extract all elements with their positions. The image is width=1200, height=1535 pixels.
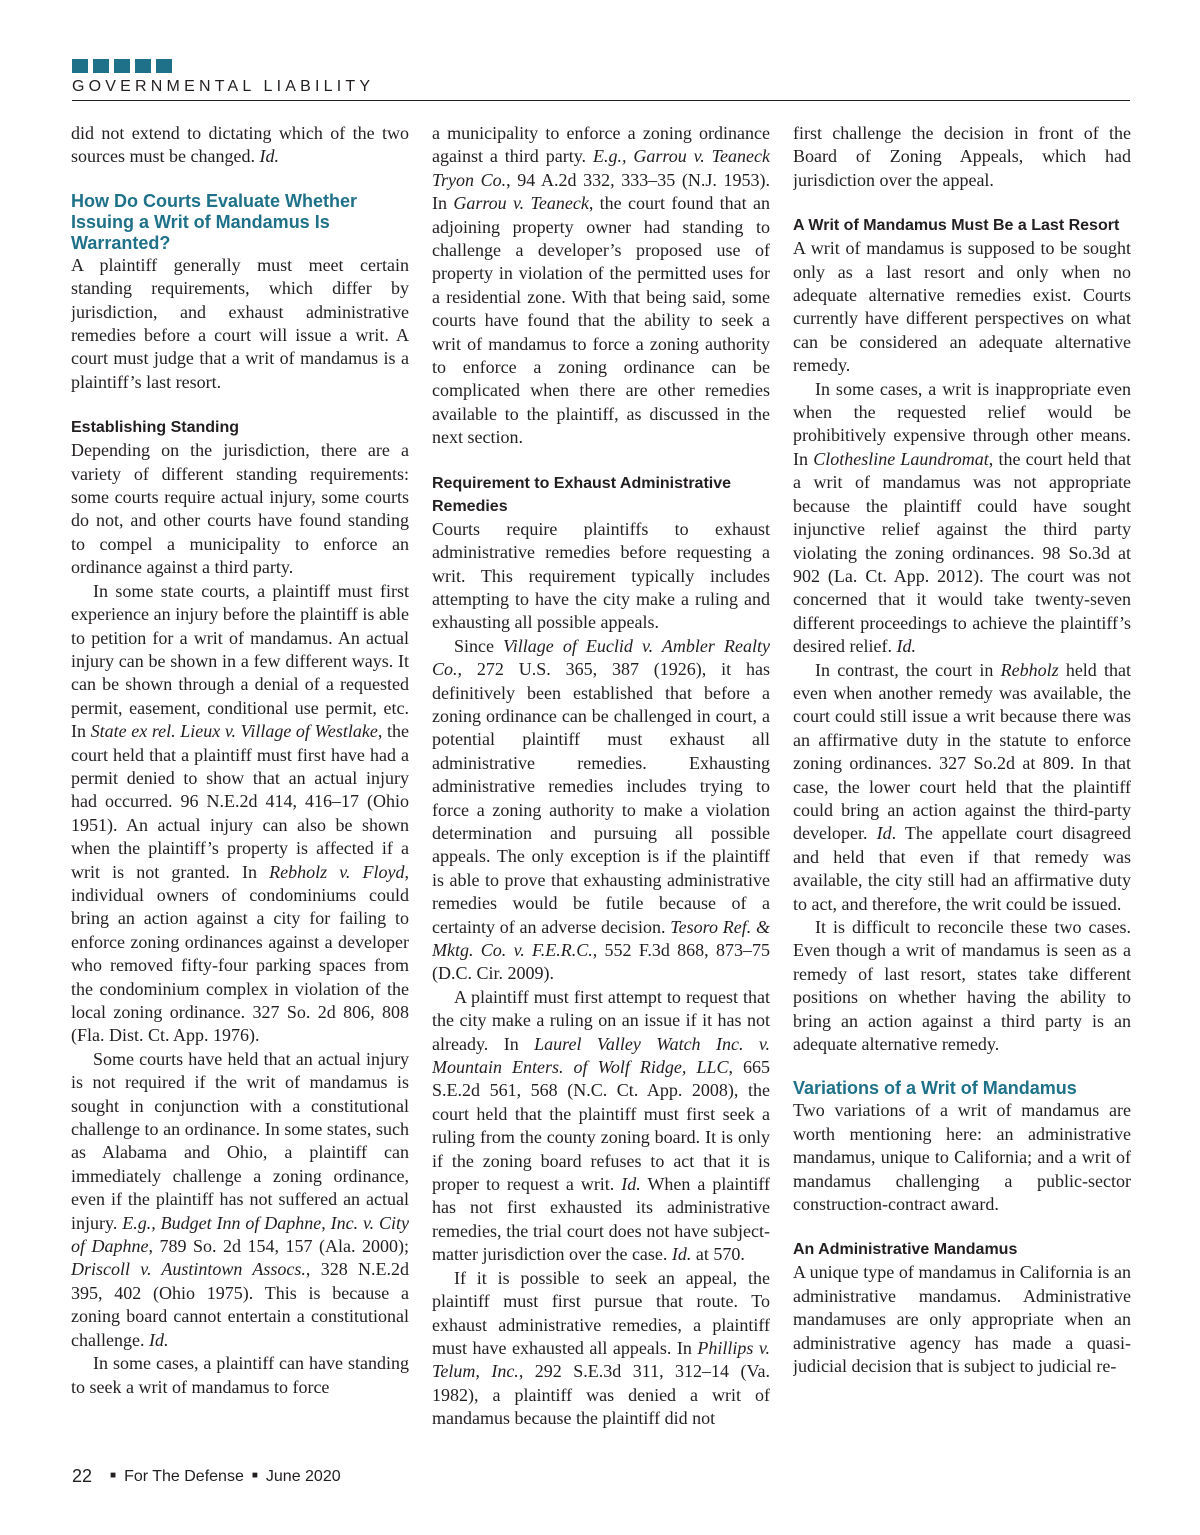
footer-separator: ■ xyxy=(251,1470,258,1481)
header-square xyxy=(72,59,88,73)
subheading: Variations of a Writ of Mandamus xyxy=(793,1078,1077,1099)
page-footer xyxy=(72,1466,341,1487)
paragraph: first challenge the decision in front of the Board of Zoning Appeals, which had jurisdiction over the appeal. xyxy=(793,123,1131,190)
paragraph: In some cases, a writ is inappropriate even when the requested relief would be prohibitively expensive through other means. In Clothesline Laundromat, the court held that a writ of mandamus was not appropriate because the plaintiff could have sought injunctive relief against the third party violating the zoning ordinances. 98 So.3d at 902 (La. Ct. App. 2012). The court was not concerned that it would take twenty-seven different proceedings to achieve the plaintiff’s desired relief. Id. xyxy=(793,378,1131,657)
paragraph: In some cases, a plaintiff can have standing to seek a writ of mandamus to force xyxy=(71,1353,409,1397)
header-square xyxy=(114,59,130,73)
paragraph: Some courts have held that an actual injury is not required if the writ of mandamus is sought in conjunction with a constitutional challenge to an ordinance. In some states, such as Alabama and Ohio, a plaintiff can immediately challenge a zoning ordinance, even if the plaintiff has not suffered an actual injury. E.g., Budget Inn of Daphne, Inc. v. City of Daphne, 789 So. 2d 154, 157 (Ala. 2000); Driscoll v. Austintown Assocs., 328 N.E.2d 395, 402 (Ohio 1975). This is because a zoning board cannot entertain a constitutional challenge. Id. xyxy=(71,1048,409,1350)
page-number: 22 xyxy=(72,1466,93,1486)
footer-separator: ■ xyxy=(110,1470,117,1481)
column-1 xyxy=(71,122,409,1452)
publication-name: For The Defense xyxy=(124,1467,244,1485)
minor-heading: A Writ of Mandamus Must Be a Last Resort xyxy=(793,217,1120,235)
column-3 xyxy=(793,122,1131,1452)
paragraph: If it is possible to seek an appeal, the plaintiff must first pursue that route. To exhaust administrative remedies, a plaintiff must have exhausted all appeals. In Phillips v. Telum, Inc., 292 S.E.3d 311, 312–14 (Va. 1982), a plaintiff was denied a writ of mandamus because the plaintiff did not xyxy=(432,1267,770,1429)
header-square xyxy=(156,59,172,73)
paragraph: A plaintiff must first attempt to request that the city make a ruling on an issue if it has not already. In Laurel Valley Watch Inc. v. Mountain Enters. of Wolf Ridge, LLC, 665 S.E.2d 561, 568 (N.C. Ct. App. 2008), the court held that the plaintiff must first seek a ruling from the county zoning board. It is only if the zoning board refuses to act that it is proper to request a writ. Id. When a plaintiff has not first exhausted its administrative remedies, the trial court does not have subject-matter jurisdiction over the case. Id. at 570. xyxy=(432,986,770,1265)
minor-heading: An Administrative Mandamus xyxy=(793,1241,1018,1259)
minor-heading: Establishing Standing xyxy=(71,419,240,437)
issue-date: June 2020 xyxy=(265,1467,341,1485)
subheading: How Do Courts Evaluate Whether Issuing a Writ of Mandamus Is Warranted? xyxy=(71,190,358,253)
section-title: GOVERNMENTAL LIABILITY xyxy=(72,78,375,95)
paragraph: In some state courts, a plaintiff must first experience an injury before the plaintiff is able to petition for a writ of mandamus. An actual injury can be shown in a few different ways. It can be shown through a denial of a requested permit, easement, conditional use permit, etc. In State ex rel. Lieux v. Village of Westlake, the court held that a plaintiff must first have had a permit denied to show that an actual injury had occurred. 96 N.E.2d 414, 416–17 (Ohio 1951). An actual injury can also be shown when the plaintiff’s property is affected if a writ is not granted. In Rebholz v. Floyd, individual owners of condominiums could bring an action against a city for failing to enforce zoning ordinances against a developer who removed fifty-four parking spaces from the condominium complex in violation of the local zoning ordinance. 327 So. 2d 806, 808 (Fla. Dist. Ct. App. 1976). xyxy=(71,580,409,1046)
paragraph: Two variations of a writ of mandamus are worth mentioning here: an administrative mandamus, unique to California; and a writ of mandamus challenging a public-sector construction-contract award. xyxy=(793,1100,1131,1215)
paragraph: a municipality to enforce a zoning ordinance against a third party. E.g., Garrou v. Teaneck Tryon Co., 94 A.2d 332, 333–35 (N.J. 1953). In Garrou v. Teaneck, the court found that an adjoining property owner had standing to challenge a developer’s proposed use of property in violation of the permitted uses for a residential zone. With that being said, some courts have found that the ability to seek a writ of mandamus to force a zoning authority to enforce a zoning ordinance can be complicated when there are other remedies available to the plaintiff, as discussed in the next section. xyxy=(432,123,770,448)
paragraph: did not extend to dictating which of the two sources must be changed. Id. xyxy=(71,123,409,167)
paragraph: Since Village of Euclid v. Ambler Realty Co., 272 U.S. 365, 387 (1926), it has definitively been established that before a zoning ordinance can be challenged in court, a potential plaintiff must exhaust all administrative remedies. Exhausting administrative remedies includes trying to force a zoning authority to make a violation determination and pursuing all possible appeals. The only exception is if the plaintiff is able to prove that exhausting administrative remedies would be futile because of a certainty of an adverse decision. Tesoro Ref. & Mktg. Co. v. F.E.R.C., 552 F.3d 868, 873–75 (D.C. Cir. 2009). xyxy=(432,635,770,984)
paragraph: Courts require plaintiffs to exhaust administrative remedies before requesting a writ. This requirement typically includes attempting to have the city make a ruling and exhausting all possible appeals. xyxy=(432,518,770,633)
header-decoration xyxy=(72,59,172,73)
minor-heading: Requirement to Exhaust Administrative Remedies xyxy=(432,474,732,515)
paragraph: A unique type of mandamus in California is an administrative mandamus. Administrative mandamuses are only appropriate when an administrative agency has made a quasi-judicial decision that is subject to judicial re- xyxy=(793,1262,1131,1377)
paragraph: Depending on the jurisdiction, there are a variety of different standing requirements: some courts require actual injury, some courts do not, and other courts have found standing to compel a municipality to enforce an ordinance against a third party. xyxy=(71,440,409,578)
paragraph: In contrast, the court in Rebholz held that even when another remedy was available, the court could still issue a writ because there was an affirmative duty in the statute to enforce zoning ordinances. 327 So.2d at 809. In that case, the lower court held that the plaintiff could bring an action against the third-party developer. Id. The appellate court disagreed and held that even if that remedy was available, the city still had an affirmative duty to act, and therefore, the writ could be issued. xyxy=(793,659,1131,914)
header-rule xyxy=(72,100,1130,101)
column-2 xyxy=(432,122,770,1452)
header-square xyxy=(93,59,109,73)
paragraph: It is difficult to reconcile these two cases. Even though a writ of mandamus is seen as a remedy of last resort, states take different positions on whether having the ability to bring an action against a third party is an adequate alternative remedy. xyxy=(793,917,1131,1055)
paragraph: A writ of mandamus is supposed to be sought only as a last resort and only when no adequate alternative remedies exist. Courts currently have different perspectives on what can be considered an adequate alternative remedy. xyxy=(793,238,1131,376)
header-square xyxy=(135,59,151,73)
paragraph: A plaintiff generally must meet certain standing requirements, which differ by jurisdiction, and exhaust administrative remedies before a court will issue a writ. A court must judge that a writ of mandamus is a plaintiff’s last resort. xyxy=(71,254,409,392)
